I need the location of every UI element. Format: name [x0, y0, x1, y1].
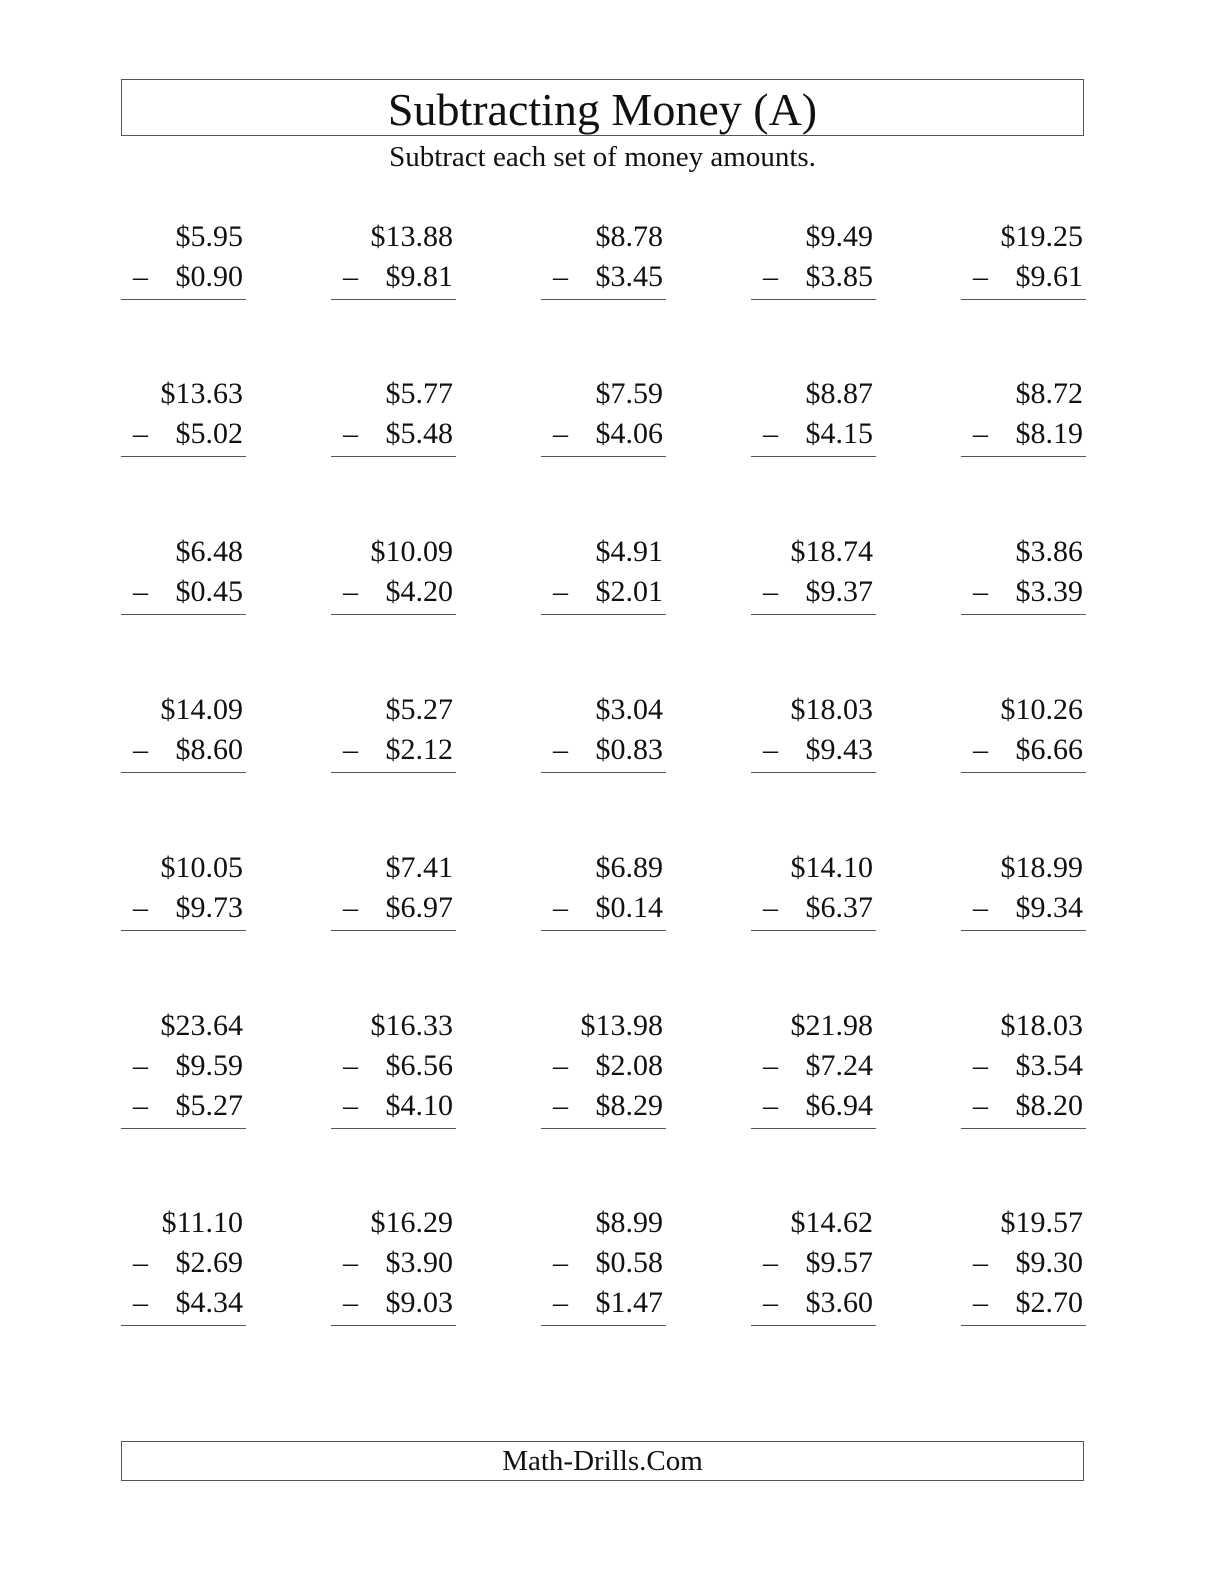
- amount: $9.43: [805, 733, 873, 766]
- problem: [961, 1006, 1086, 1129]
- problem: [121, 374, 246, 457]
- amount: $19.57: [1000, 1206, 1083, 1239]
- minuend-line: [331, 1006, 456, 1046]
- amount: $8.60: [175, 733, 243, 766]
- amount: $8.99: [595, 1206, 663, 1239]
- problem: [751, 690, 876, 773]
- minus-sign: –: [133, 733, 148, 766]
- subtrahend-line: [961, 257, 1086, 297]
- amount: $18.03: [1000, 1009, 1083, 1042]
- problem: [541, 1006, 666, 1129]
- subtrahend-line: [751, 730, 876, 770]
- amount: $23.64: [160, 1009, 243, 1042]
- subtrahend-line: [541, 1283, 666, 1323]
- amount: $0.90: [175, 260, 243, 293]
- amount: $6.94: [805, 1089, 873, 1122]
- minuend-line: [541, 532, 666, 572]
- minus-sign: –: [343, 1089, 358, 1122]
- amount: $3.39: [1015, 575, 1083, 608]
- problem: [331, 532, 456, 615]
- amount: $4.20: [385, 575, 453, 608]
- amount: $6.37: [805, 891, 873, 924]
- minus-sign: –: [553, 1286, 568, 1319]
- amount: $1.47: [595, 1286, 663, 1319]
- minus-sign: –: [553, 417, 568, 450]
- subtrahend-line: [121, 1283, 246, 1323]
- problem: [961, 217, 1086, 300]
- problem: [121, 1203, 246, 1326]
- amount: $9.57: [805, 1246, 873, 1279]
- minus-sign: –: [763, 417, 778, 450]
- amount: $19.25: [1000, 220, 1083, 253]
- problem: [751, 532, 876, 615]
- amount: $9.37: [805, 575, 873, 608]
- amount: $2.12: [385, 733, 453, 766]
- subtrahend-line: [541, 414, 666, 454]
- minuend-line: [961, 848, 1086, 888]
- amount: $3.60: [805, 1286, 873, 1319]
- problem: [961, 848, 1086, 931]
- minuend-line: [331, 848, 456, 888]
- minuend-line: [961, 1006, 1086, 1046]
- minus-sign: –: [973, 1049, 988, 1082]
- amount: $9.73: [175, 891, 243, 924]
- subtrahend-line: [331, 1283, 456, 1323]
- amount: $9.81: [385, 260, 453, 293]
- minuend-line: [751, 532, 876, 572]
- problem: [331, 374, 456, 457]
- minuend-line: [751, 848, 876, 888]
- subtrahend-line: [121, 572, 246, 612]
- minuend-line: [541, 848, 666, 888]
- subtrahend-line: [331, 572, 456, 612]
- amount: $2.69: [175, 1246, 243, 1279]
- subtrahend-line: [961, 1086, 1086, 1126]
- subtrahend-line: [121, 257, 246, 297]
- problem: [751, 1006, 876, 1129]
- amount: $6.97: [385, 891, 453, 924]
- minus-sign: –: [763, 733, 778, 766]
- minuend-line: [541, 690, 666, 730]
- minuend-line: [121, 374, 246, 414]
- minuend-line: [961, 374, 1086, 414]
- instructions: Subtract each set of money amounts.: [389, 141, 816, 173]
- problem: [331, 690, 456, 773]
- minuend-line: [751, 1006, 876, 1046]
- amount: $6.89: [595, 851, 663, 884]
- minus-sign: –: [763, 1286, 778, 1319]
- minuend-line: [331, 217, 456, 257]
- amount: $13.63: [160, 377, 243, 410]
- amount: $5.77: [385, 377, 453, 410]
- minus-sign: –: [973, 1286, 988, 1319]
- amount: $5.95: [175, 220, 243, 253]
- minus-sign: –: [343, 733, 358, 766]
- minus-sign: –: [973, 1089, 988, 1122]
- subtrahend-line: [751, 888, 876, 928]
- minus-sign: –: [973, 260, 988, 293]
- minus-sign: –: [133, 891, 148, 924]
- minuend-line: [331, 1203, 456, 1243]
- subtrahend-line: [541, 730, 666, 770]
- subtrahend-line: [121, 414, 246, 454]
- minuend-line: [121, 532, 246, 572]
- amount: $10.26: [1000, 693, 1083, 726]
- problem: [121, 217, 246, 300]
- minus-sign: –: [763, 575, 778, 608]
- minus-sign: –: [763, 260, 778, 293]
- minus-sign: –: [553, 260, 568, 293]
- minus-sign: –: [553, 891, 568, 924]
- subtrahend-line: [331, 1086, 456, 1126]
- amount: $7.41: [385, 851, 453, 884]
- minus-sign: –: [553, 1089, 568, 1122]
- subtrahend-line: [541, 572, 666, 612]
- subtrahend-line: [541, 1086, 666, 1126]
- minus-sign: –: [343, 1246, 358, 1279]
- subtrahend-line: [961, 730, 1086, 770]
- problem: [541, 848, 666, 931]
- problem: [121, 848, 246, 931]
- minuend-line: [961, 532, 1086, 572]
- subtrahend-line: [751, 414, 876, 454]
- subtrahend-line: [331, 1243, 456, 1283]
- subtrahend-line: [331, 414, 456, 454]
- subtrahend-line: [751, 1046, 876, 1086]
- minuend-line: [961, 690, 1086, 730]
- page-title: Subtracting Money (A): [387, 83, 818, 135]
- amount: $6.56: [385, 1049, 453, 1082]
- minuend-line: [121, 217, 246, 257]
- amount: $9.30: [1015, 1246, 1083, 1279]
- subtrahend-line: [121, 1243, 246, 1283]
- minus-sign: –: [973, 891, 988, 924]
- minuend-line: [121, 848, 246, 888]
- footer-text: Math-Drills.Com: [502, 1444, 703, 1477]
- minus-sign: –: [763, 891, 778, 924]
- problem: [541, 532, 666, 615]
- problem: [331, 848, 456, 931]
- amount: $2.01: [595, 575, 663, 608]
- amount: $4.91: [595, 535, 663, 568]
- amount: $9.03: [385, 1286, 453, 1319]
- problem: [121, 532, 246, 615]
- problem: [961, 1203, 1086, 1326]
- minus-sign: –: [973, 575, 988, 608]
- minuend-line: [751, 1203, 876, 1243]
- minuend-line: [541, 1006, 666, 1046]
- amount: $13.88: [370, 220, 453, 253]
- subtrahend-line: [961, 1283, 1086, 1323]
- amount: $4.15: [805, 417, 873, 450]
- problem: [961, 374, 1086, 457]
- amount: $11.10: [161, 1206, 243, 1239]
- amount: $3.90: [385, 1246, 453, 1279]
- amount: $8.20: [1015, 1089, 1083, 1122]
- amount: $18.03: [790, 693, 873, 726]
- amount: $9.49: [805, 220, 873, 253]
- amount: $3.04: [595, 693, 663, 726]
- minuend-line: [751, 217, 876, 257]
- minus-sign: –: [763, 1246, 778, 1279]
- amount: $0.58: [595, 1246, 663, 1279]
- subtrahend-line: [121, 1086, 246, 1126]
- amount: $0.83: [595, 733, 663, 766]
- amount: $10.05: [160, 851, 243, 884]
- amount: $5.48: [385, 417, 453, 450]
- minuend-line: [121, 1203, 246, 1243]
- amount: $3.85: [805, 260, 873, 293]
- amount: $3.86: [1015, 535, 1083, 568]
- minus-sign: –: [133, 1246, 148, 1279]
- subtrahend-line: [961, 572, 1086, 612]
- amount: $3.45: [595, 260, 663, 293]
- problem: [331, 1203, 456, 1326]
- amount: $8.72: [1015, 377, 1083, 410]
- amount: $16.33: [370, 1009, 453, 1042]
- problem: [121, 1006, 246, 1129]
- subtrahend-line: [751, 1243, 876, 1283]
- amount: $21.98: [790, 1009, 873, 1042]
- amount: $16.29: [370, 1206, 453, 1239]
- minus-sign: –: [343, 260, 358, 293]
- problem: [541, 690, 666, 773]
- minus-sign: –: [553, 1246, 568, 1279]
- amount: $8.19: [1015, 417, 1083, 450]
- problem: [751, 374, 876, 457]
- minus-sign: –: [343, 417, 358, 450]
- problem: [541, 374, 666, 457]
- amount: $5.27: [385, 693, 453, 726]
- amount: $14.62: [790, 1206, 873, 1239]
- subtrahend-line: [961, 888, 1086, 928]
- minuend-line: [751, 690, 876, 730]
- subtrahend-line: [961, 1046, 1086, 1086]
- amount: $6.66: [1015, 733, 1083, 766]
- amount: $13.98: [580, 1009, 663, 1042]
- subtrahend-line: [751, 572, 876, 612]
- minuend-line: [121, 690, 246, 730]
- minus-sign: –: [133, 417, 148, 450]
- amount: $18.99: [1000, 851, 1083, 884]
- minus-sign: –: [133, 1049, 148, 1082]
- subtrahend-line: [121, 888, 246, 928]
- minuend-line: [961, 217, 1086, 257]
- minuend-line: [541, 374, 666, 414]
- amount: $7.59: [595, 377, 663, 410]
- amount: $4.06: [595, 417, 663, 450]
- amount: $5.02: [175, 417, 243, 450]
- amount: $9.59: [175, 1049, 243, 1082]
- problem: [751, 1203, 876, 1326]
- title-box: [121, 79, 1084, 136]
- amount: $8.29: [595, 1089, 663, 1122]
- minus-sign: –: [343, 1286, 358, 1319]
- subtrahend-line: [751, 1283, 876, 1323]
- minus-sign: –: [763, 1049, 778, 1082]
- amount: $18.74: [790, 535, 873, 568]
- problem: [541, 1203, 666, 1326]
- amount: $14.10: [790, 851, 873, 884]
- minuend-line: [541, 1203, 666, 1243]
- amount: $2.70: [1015, 1286, 1083, 1319]
- minus-sign: –: [553, 575, 568, 608]
- subtrahend-line: [751, 1086, 876, 1126]
- minus-sign: –: [973, 1246, 988, 1279]
- problem: [751, 217, 876, 300]
- subtrahend-line: [541, 1243, 666, 1283]
- amount: $7.24: [805, 1049, 873, 1082]
- problem: [121, 690, 246, 773]
- minus-sign: –: [763, 1089, 778, 1122]
- amount: $5.27: [175, 1089, 243, 1122]
- subtrahend-line: [331, 257, 456, 297]
- minus-sign: –: [133, 1089, 148, 1122]
- minus-sign: –: [343, 1049, 358, 1082]
- problem: [331, 217, 456, 300]
- minuend-line: [331, 690, 456, 730]
- amount: $0.14: [595, 891, 663, 924]
- subtrahend-line: [961, 1243, 1086, 1283]
- subtrahend-line: [121, 1046, 246, 1086]
- subtrahend-line: [541, 1046, 666, 1086]
- minus-sign: –: [973, 733, 988, 766]
- subtrahend-line: [751, 257, 876, 297]
- subtrahend-line: [331, 730, 456, 770]
- amount: $14.09: [160, 693, 243, 726]
- subtrahend-line: [121, 730, 246, 770]
- amount: $2.08: [595, 1049, 663, 1082]
- minus-sign: –: [133, 260, 148, 293]
- minuend-line: [751, 374, 876, 414]
- problem: [751, 848, 876, 931]
- minuend-line: [121, 1006, 246, 1046]
- minus-sign: –: [973, 417, 988, 450]
- problem: [961, 690, 1086, 773]
- minus-sign: –: [553, 1049, 568, 1082]
- problem: [961, 532, 1086, 615]
- minuend-line: [541, 217, 666, 257]
- minus-sign: –: [343, 575, 358, 608]
- subtrahend-line: [541, 257, 666, 297]
- amount: $9.61: [1015, 260, 1083, 293]
- minuend-line: [331, 532, 456, 572]
- minus-sign: –: [553, 733, 568, 766]
- subtrahend-line: [541, 888, 666, 928]
- subtrahend-line: [961, 414, 1086, 454]
- problem: [331, 1006, 456, 1129]
- problem: [541, 217, 666, 300]
- amount: $4.34: [175, 1286, 243, 1319]
- minus-sign: –: [343, 891, 358, 924]
- amount: $10.09: [370, 535, 453, 568]
- minuend-line: [331, 374, 456, 414]
- amount: $4.10: [385, 1089, 453, 1122]
- amount: $3.54: [1015, 1049, 1083, 1082]
- amount: $8.87: [805, 377, 873, 410]
- amount: $0.45: [175, 575, 243, 608]
- minuend-line: [961, 1203, 1086, 1243]
- amount: $9.34: [1015, 891, 1083, 924]
- subtrahend-line: [331, 888, 456, 928]
- amount: $8.78: [595, 220, 663, 253]
- minus-sign: –: [133, 575, 148, 608]
- minus-sign: –: [133, 1286, 148, 1319]
- footer-box: [121, 1441, 1084, 1481]
- subtrahend-line: [331, 1046, 456, 1086]
- amount: $6.48: [175, 535, 243, 568]
